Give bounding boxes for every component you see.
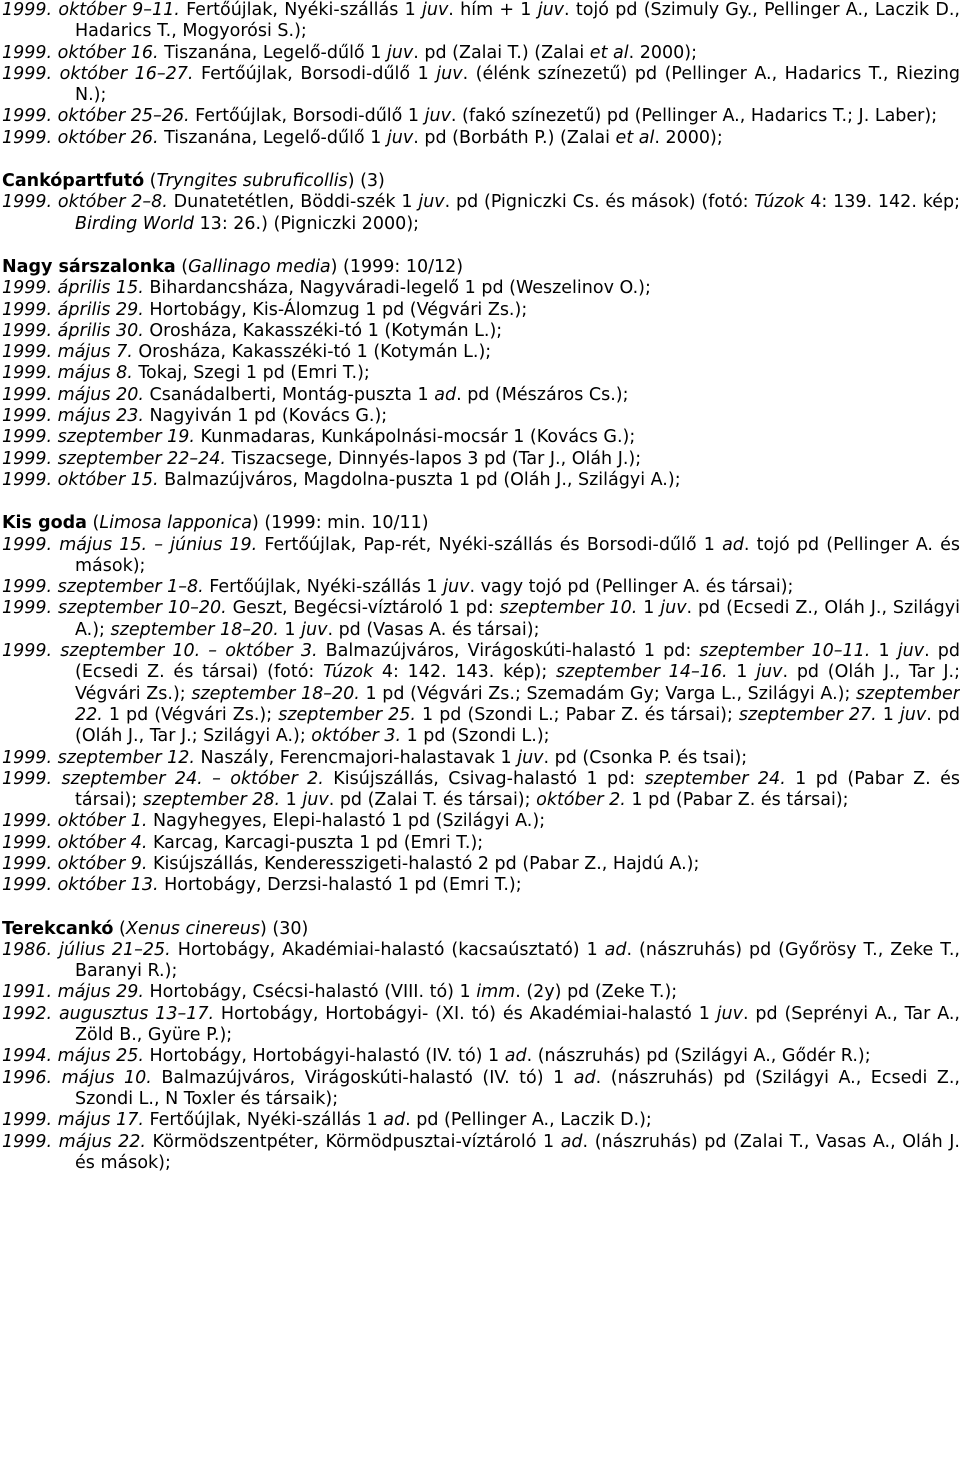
record-italic-text: ad: [573, 1067, 596, 1088]
record-text: . 2000);: [654, 127, 723, 148]
record-italic-text: ad: [434, 384, 457, 405]
species-latin-name: Xenus cinereus: [125, 918, 260, 939]
record-italic-text: juv: [716, 1003, 743, 1024]
record-text: Kisújszállás, Kenderesszigeti-halastó 2 pd (Pabar Z., Hajdú A.);: [147, 853, 700, 874]
record-italic-text: 1999. október 16–27.: [2, 63, 194, 84]
record-text: Tokaj, Szegi 1 pd (Emri T.);: [132, 363, 370, 384]
record-text: 1: [876, 704, 900, 725]
record-text: Bihardancsháza, Nagyváradi-legelő 1 pd (Weszelinov O.);: [143, 278, 651, 299]
record-text: . (nászruhás) pd (Szilágyi A., Ecsedi Z., Szondi L., N Toxler és társaik);: [75, 1067, 960, 1109]
record-text: . pd (Pigniczki Cs. és mások) (fotó:: [444, 192, 755, 213]
record-entry: [2, 641, 960, 747]
species-heading: Cankópartfutó (Tryngites subruficollis) (3): [2, 171, 385, 192]
record-italic-text: 1999. április 30.: [2, 320, 144, 341]
record-italic-text: 1999. szeptember 22–24.: [2, 448, 226, 469]
record-entry: [2, 128, 960, 149]
record-text: Fertőújlak, Pap-rét, Nyéki-szállás és Borsodi-dűlő 1: [257, 534, 723, 555]
record-italic-text: 1999. október 2–8.: [2, 192, 168, 213]
record-entry: [2, 535, 960, 578]
species-section: [2, 0, 960, 149]
record-text: Tiszanána, Legelő-dűlő 1: [158, 42, 387, 63]
species-heading: Kis goda (Limosa lapponica) (1999: min. 10/11): [2, 513, 429, 534]
record-italic-text: juv: [386, 42, 414, 63]
record-text: 1 pd (Szondi L.);: [401, 726, 550, 747]
record-italic-text: 1999. október 26.: [2, 127, 159, 148]
record-text: 1 pd (Pabar Z. és társai);: [75, 768, 960, 811]
record-text: . (nászruhás) pd (Szilágyi A., Gődér R.);: [526, 1046, 871, 1067]
record-entry: [2, 854, 960, 875]
record-entry: [2, 1068, 960, 1111]
record-italic-text: szeptember 24.: [644, 768, 786, 789]
record-italic-text: szeptember 27.: [738, 704, 877, 725]
record-text: Kisújszállás, Csivag-halastó 1 pd:: [323, 768, 645, 789]
record-text: Tiszacsege, Dinnyés-lapos 3 pd (Tar J., Oláh J.);: [226, 448, 642, 469]
record-text: Balmazújváros, Virágoskúti-halastó (IV. tó) 1: [151, 1067, 574, 1088]
species-common-name: Cankópartfutó: [2, 171, 145, 192]
record-italic-text: 1999. május 8.: [2, 363, 133, 384]
species-common-name: Kis goda: [2, 513, 87, 534]
record-entry: [2, 278, 960, 299]
species-section: [2, 919, 960, 1175]
record-italic-text: 1999. október 9–11.: [2, 0, 180, 20]
record-text: . (2y) pd (Zeke T.);: [515, 982, 678, 1003]
record-italic-text: október 3.: [311, 726, 402, 747]
record-text: . (nászruhás) pd (Zalai T., Vasas A., Oláh J. és mások);: [75, 1131, 960, 1173]
record-entry: [2, 43, 960, 64]
record-text: Fertőújlak, Nyéki-szállás 1: [203, 577, 444, 598]
record-italic-text: juv: [897, 641, 925, 662]
record-text: Fertőújlak, Nyéki-szállás 1: [143, 1110, 384, 1131]
record-italic-text: juv: [756, 662, 783, 683]
record-text: . pd (Seprényi A., Tar A., Zöld B., Gyüre P.);: [75, 1003, 960, 1046]
record-entry: [2, 321, 960, 342]
record-text: . vagy tojó pd (Pellinger A. és társai);: [469, 577, 794, 598]
record-text: . hím + 1: [448, 0, 538, 20]
record-entry: [2, 577, 960, 598]
record-italic-text: 1999. október 9.: [2, 853, 148, 874]
record-text: . pd (Borbáth P.) (Zalai: [413, 127, 616, 148]
record-text: 1: [870, 641, 898, 662]
record-text: Geszt, Begécsi-víztároló 1 pd:: [226, 598, 500, 619]
record-text: . pd (Oláh J., Tar J.; Szilágyi A.);: [75, 704, 960, 747]
record-entry: [2, 64, 960, 107]
record-italic-text: ad: [722, 534, 744, 555]
record-italic-text: 1994. május 25.: [2, 1046, 144, 1067]
species-count: (30): [266, 918, 309, 939]
record-text: 4: 142. 143. kép);: [373, 662, 556, 683]
species-heading: Nagy sárszalonka (Gallinago media) (1999: 10/12): [2, 256, 464, 277]
record-italic-text: 1999. szeptember 24. – október 2.: [2, 768, 324, 789]
record-italic-text: 1999. október 15.: [2, 469, 159, 490]
record-text: Orosháza, Kakasszéki-tó 1 (Kotymán L.);: [143, 320, 503, 341]
record-entry: [2, 0, 960, 43]
record-text: Fertőújlak, Borsodi-dűlő 1: [193, 63, 437, 84]
record-entry: [2, 106, 960, 127]
record-text: . pd (Zalai T. és társai);: [328, 790, 537, 811]
record-text: 1: [278, 619, 302, 640]
record-italic-text: 1999. szeptember 10. – október 3.: [2, 641, 318, 662]
record-italic-text: Túzok: [323, 662, 374, 683]
record-text: Hortobágy, Hortobágyi-halastó (IV. tó) 1: [143, 1046, 505, 1067]
record-text: 1 pd (Szondi L.; Pabar Z. és társai);: [416, 704, 739, 725]
record-entry: [2, 427, 960, 448]
record-italic-text: ad: [604, 939, 627, 960]
record-text: 13: 26.) (Pigniczki 2000);: [193, 213, 420, 234]
record-italic-text: szeptember 10.: [499, 598, 638, 619]
record-italic-text: szeptember 18–20.: [110, 619, 279, 640]
record-italic-text: imm: [476, 982, 516, 1003]
record-text: . (fakó színezetű) pd (Pellinger A., Hadarics T.; J. Laber);: [450, 106, 938, 127]
record-text: Kunmadaras, Kunkápolnási-mocsár 1 (Kovács G.);: [194, 427, 636, 448]
record-italic-text: szeptember 25.: [278, 704, 416, 725]
record-entry: [2, 342, 960, 363]
species-common-name: Terekcankó: [2, 918, 114, 939]
species-count: (3): [354, 171, 385, 192]
record-text: . 2000);: [628, 42, 697, 63]
record-entry: [2, 449, 960, 470]
record-italic-text: juv: [418, 192, 445, 213]
species-heading: Terekcankó (Xenus cinereus) (30): [2, 918, 309, 939]
record-text: Dunatetétlen, Böddi-szék 1: [167, 192, 419, 213]
record-text: . pd (Pellinger A., Laczik D.);: [405, 1110, 652, 1131]
record-entry: [2, 406, 960, 427]
record-text: . pd (Ecsedi Z. és társai) (fotó:: [75, 641, 960, 683]
record-entry: [2, 363, 960, 384]
record-italic-text: 1991. május 29.: [2, 982, 144, 1003]
record-text: Hortobágy, Hortobágyi- (XI. tó) és Akadémiai-halastó 1: [214, 1003, 717, 1024]
record-italic-text: juv: [386, 127, 414, 148]
record-italic-text: juv: [517, 747, 544, 768]
record-text: Naszály, Ferencmajori-halastavak 1: [194, 747, 518, 768]
record-italic-text: ad: [560, 1131, 583, 1152]
record-italic-text: juv: [660, 598, 687, 619]
record-entry: [2, 769, 960, 812]
record-text: 1: [280, 790, 303, 811]
record-italic-text: 1999. szeptember 10–20.: [2, 598, 227, 619]
record-italic-text: Birding World: [75, 213, 194, 234]
record-text: . pd (Ecsedi Z., Oláh J., Szilágyi A.);: [75, 598, 960, 640]
record-italic-text: 1992. augusztus 13–17.: [2, 1003, 215, 1024]
record-entry: [2, 598, 960, 641]
record-italic-text: 1999. május 7.: [2, 342, 133, 363]
species-latin-name: Gallinago media: [188, 256, 331, 277]
species-count: (1999: 10/12): [337, 256, 464, 277]
record-text: . pd (Mészáros Cs.);: [456, 384, 629, 405]
record-text: . tojó pd (Szimuly Gy., Pellinger A., Laczik D., Hadarics T., Mogyorósi S.);: [75, 0, 960, 42]
record-text: . tojó pd (Pellinger A. és mások);: [75, 534, 960, 576]
record-italic-text: juv: [436, 63, 463, 84]
record-italic-text: 1999. május 22.: [2, 1131, 146, 1152]
record-text: Fertőújlak, Nyéki-szállás 1: [179, 0, 422, 20]
species-latin-name: Limosa lapponica: [99, 513, 252, 534]
record-italic-text: ad: [383, 1110, 406, 1131]
record-text: Hortobágy, Derzsi-halastó 1 pd (Emri T.);: [158, 875, 522, 896]
record-italic-text: juv: [424, 106, 451, 127]
record-text: 1: [727, 662, 757, 683]
record-entry: [2, 385, 960, 406]
record-italic-text: 1999. október 25–26.: [2, 106, 190, 127]
record-italic-text: 1999. október 4.: [2, 832, 148, 853]
record-entry: [2, 748, 960, 769]
record-italic-text: szeptember 18–20.: [191, 683, 360, 704]
record-italic-text: 1999. október 1.: [2, 811, 148, 832]
record-italic-text: juv: [421, 0, 449, 20]
species-latin-name: Tryngites subruficollis: [156, 171, 348, 192]
record-text: Karcag, Karcagi-puszta 1 pd (Emri T.);: [147, 832, 484, 853]
record-italic-text: juv: [301, 619, 328, 640]
record-text: . (nászruhás) pd (Győrösy T., Zeke T., Baranyi R.);: [75, 939, 960, 982]
record-entry: [2, 1110, 960, 1131]
record-entry: [2, 300, 960, 321]
record-italic-text: juv: [537, 0, 565, 20]
record-text: Csanádalberti, Montág-puszta 1: [143, 384, 435, 405]
record-italic-text: 1999. szeptember 1–8.: [2, 577, 204, 598]
record-text: Fertőújlak, Borsodi-dűlő 1: [189, 106, 425, 127]
record-text: 1 pd (Végvári Zs.);: [102, 704, 279, 725]
record-italic-text: 1999. május 17.: [2, 1110, 144, 1131]
record-entry: [2, 192, 960, 235]
record-entry: [2, 875, 960, 896]
record-text: Balmazújváros, Magdolna-puszta 1 pd (Oláh J., Szilágyi A.);: [158, 469, 681, 490]
record-entry: [2, 940, 960, 983]
record-entry: [2, 833, 960, 854]
record-italic-text: 1999. október 16.: [2, 42, 159, 63]
record-text: 1: [637, 598, 661, 619]
record-italic-text: szeptember 22.: [75, 683, 960, 725]
record-italic-text: 1999. április 15.: [2, 278, 144, 299]
record-text: Hortobágy, Csécsi-halastó (VIII. tó) 1: [143, 982, 477, 1003]
record-entry: [2, 1132, 960, 1175]
record-italic-text: 1999. május 23.: [2, 406, 144, 427]
record-italic-text: et al: [589, 42, 629, 63]
record-text: . pd (Csonka P. és tsai);: [543, 747, 748, 768]
species-section: [2, 171, 960, 235]
record-italic-text: 1999. május 20.: [2, 384, 144, 405]
species-section: [2, 257, 960, 491]
record-text: Balmazújváros, Virágoskúti-halastó 1 pd:: [317, 641, 700, 662]
record-text: Nagyhegyes, Elepi-halastó 1 pd (Szilágyi A.);: [147, 811, 546, 832]
record-text: Hortobágy, Akadémiai-halastó (kacsaúsztató) 1: [170, 939, 605, 960]
record-text: . (élénk színezetű) pd (Pellinger A., Hadarics T., Riezing N.);: [75, 63, 960, 106]
record-italic-text: szeptember 14–16.: [556, 662, 728, 683]
record-text: 1 pd (Végvári Zs.; Szemadám Gy; Varga L., Szilágyi A.);: [359, 683, 857, 704]
record-italic-text: szeptember 10–11.: [699, 641, 871, 662]
record-italic-text: 1986. július 21–25.: [2, 939, 171, 960]
record-text: 1 pd (Pabar Z. és társai);: [625, 790, 849, 811]
record-italic-text: juv: [899, 704, 927, 725]
record-text: Tiszanána, Legelő-dűlő 1: [158, 127, 387, 148]
record-italic-text: 1999. május 15. – június 19.: [2, 534, 258, 555]
species-section: [2, 513, 960, 896]
record-italic-text: juv: [302, 790, 329, 811]
record-text: Orosháza, Kakasszéki-tó 1 (Kotymán L.);: [132, 342, 492, 363]
record-italic-text: 1999. szeptember 12.: [2, 747, 195, 768]
record-italic-text: Túzok: [754, 192, 805, 213]
record-italic-text: 1996. május 10.: [2, 1067, 152, 1088]
record-entry: [2, 811, 960, 832]
record-italic-text: 1999. április 29.: [2, 299, 144, 320]
species-common-name: Nagy sárszalonka: [2, 256, 176, 277]
species-count: (1999: min. 10/11): [258, 513, 429, 534]
record-italic-text: 1999. szeptember 19.: [2, 427, 195, 448]
record-text: . pd (Zalai T.) (Zalai: [413, 42, 590, 63]
record-text: . pd (Oláh J., Tar J.; Végvári Zs.);: [75, 662, 960, 704]
record-italic-text: et al: [615, 127, 655, 148]
record-italic-text: szeptember 28.: [142, 790, 281, 811]
record-italic-text: juv: [443, 577, 470, 598]
record-italic-text: október 2.: [536, 790, 626, 811]
record-entry: [2, 470, 960, 491]
record-text: Hortobágy, Kis-Álomzug 1 pd (Végvári Zs.);: [143, 299, 528, 320]
record-italic-text: ad: [504, 1046, 527, 1067]
record-text: Körmödszentpéter, Körmödpusztai-víztároló 1: [145, 1131, 561, 1152]
record-text: . pd (Vasas A. és társai);: [327, 619, 540, 640]
record-text: Nagyiván 1 pd (Kovács G.);: [143, 406, 388, 427]
record-text: 4: 139. 142. kép;: [804, 192, 960, 213]
record-entry: [2, 1046, 960, 1067]
record-entry: [2, 1004, 960, 1047]
record-entry: [2, 982, 960, 1003]
record-italic-text: 1999. október 13.: [2, 875, 159, 896]
